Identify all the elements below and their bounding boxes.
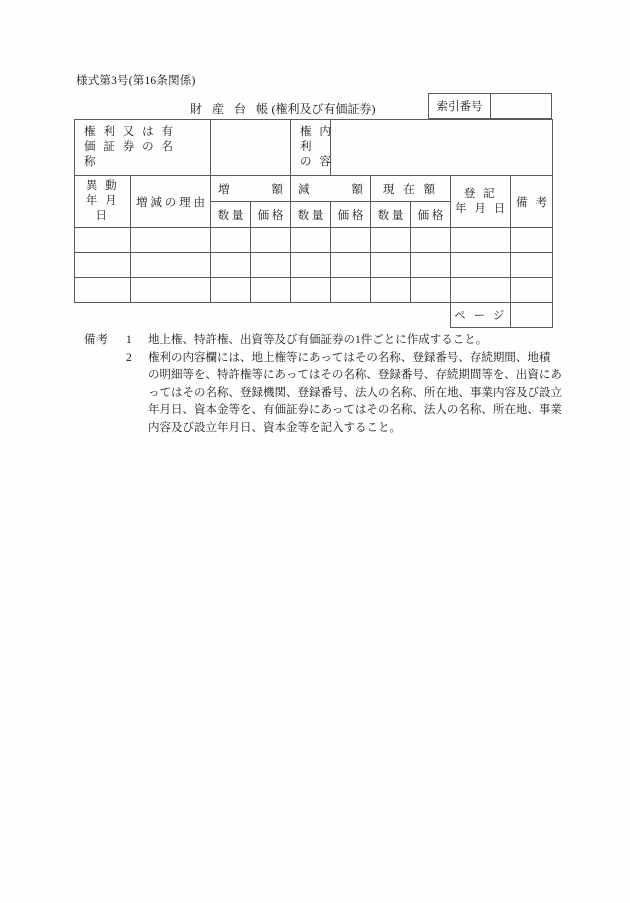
rights-name-label-line1: 権 利 又 は 有 <box>84 126 176 138</box>
header-change-date-label <box>75 176 130 227</box>
form-number: 様式第3号(第16条関係) <box>76 75 196 87</box>
cell-current-qty[interactable] <box>371 253 411 278</box>
index-number-box <box>428 93 552 119</box>
table-row <box>75 278 553 303</box>
header-current-label: 現 在 額 <box>382 183 439 196</box>
rights-content-value-cell[interactable] <box>331 120 553 176</box>
remarks-section <box>84 332 564 437</box>
remarks-item-2-text-line-4: 年月日、資本金等を、有価証券にあってはその名称、法人の名称、所在地、事業 <box>148 404 562 416</box>
cell-registration-date[interactable] <box>451 253 511 278</box>
cell-decrease-qty[interactable] <box>291 228 331 253</box>
rights-content-label-line3: の 容 <box>300 156 334 168</box>
cell-current-qty[interactable] <box>371 228 411 253</box>
cell-decrease-qty[interactable] <box>291 253 331 278</box>
rights-content-label-cell <box>291 120 334 176</box>
rights-content-label <box>291 122 334 173</box>
remarks-item-2-text-line-2: の明細等を、特許権等にあってはその名称、登録番号、存続期間等を、出資にあ <box>148 369 562 381</box>
cell-increase-qty[interactable] <box>211 228 251 253</box>
remarks-item-2-line-3 <box>84 385 564 403</box>
cell-change-date[interactable] <box>75 253 131 278</box>
index-number-value[interactable] <box>491 94 551 118</box>
rights-name-label-line3: 称 <box>84 156 98 168</box>
cell-increase-qty[interactable] <box>211 253 251 278</box>
rights-name-label-cell <box>75 120 211 176</box>
header-current-qty: 数 量 <box>371 202 411 228</box>
header-remarks-inner <box>511 194 552 210</box>
cell-current-price[interactable] <box>411 278 451 303</box>
cell-change-date[interactable] <box>75 228 131 253</box>
header-increase-left: 増 <box>218 183 230 196</box>
header-change-date-line1: 異 動 <box>85 180 120 192</box>
header-decrease-right: 額 <box>351 183 363 196</box>
header-reason-label: 増 減 の 理 由 <box>136 196 205 209</box>
header-decrease-qty: 数 量 <box>291 202 331 228</box>
property-ledger-table <box>74 119 553 328</box>
header-change-date-line3: 日 <box>95 210 110 222</box>
remarks-section-label: 備考 <box>84 334 109 346</box>
page-label: ペ ー ジ <box>451 303 511 328</box>
cell-change-date[interactable] <box>75 278 131 303</box>
cell-registration-date[interactable] <box>451 278 511 303</box>
rights-name-value-cell[interactable] <box>211 120 291 176</box>
header-registration-line2: 年 月 日 <box>455 202 508 215</box>
page-title-paren: (権利及び有価証券) <box>271 102 376 116</box>
remarks-item-1-line-1 <box>84 332 564 350</box>
remarks-item-2-line-1 <box>84 350 564 368</box>
header-registration-label <box>451 184 510 220</box>
cell-remarks[interactable] <box>511 253 553 278</box>
table-row <box>75 228 553 253</box>
header-remarks-left: 備 <box>516 196 528 209</box>
remarks-item-2-line-4 <box>84 402 564 420</box>
header-registration-date <box>451 176 511 228</box>
header-decrease-price: 価 格 <box>331 202 371 228</box>
cell-increase-qty[interactable] <box>211 278 251 303</box>
header-reason <box>131 176 211 228</box>
header-decrease-group <box>291 176 371 202</box>
remarks-item-2-text-line-1: 権利の内容欄には、地上権等にあってはその名称、登録番号、存続期間、地積 <box>148 351 551 364</box>
remarks-item-2-line-5 <box>84 420 564 438</box>
cell-decrease-price[interactable] <box>331 228 371 253</box>
remarks-item-2-text-line-5: 内容及び設立年月日、資本金等を記入すること。 <box>148 421 401 434</box>
name-and-content-row <box>75 120 553 176</box>
page-title-main: 財 産 台 帳 <box>190 102 272 116</box>
page-number-row <box>75 303 553 328</box>
rights-content-label-line2: 利 <box>300 141 314 153</box>
page-row-spacer <box>75 303 451 328</box>
page-title <box>190 100 376 117</box>
table-row <box>75 253 553 278</box>
header-decrease-group-inner <box>291 181 370 197</box>
cell-decrease-price[interactable] <box>331 278 371 303</box>
cell-increase-price[interactable] <box>251 228 291 253</box>
header-increase-group-inner <box>211 181 290 197</box>
header-change-date-line2: 年 月 <box>85 195 120 207</box>
cell-decrease-qty[interactable] <box>291 278 331 303</box>
header-current-price: 価 格 <box>411 202 451 228</box>
cell-current-price[interactable] <box>411 253 451 278</box>
cell-reason[interactable] <box>131 253 211 278</box>
cell-remarks[interactable] <box>511 228 553 253</box>
header-change-date <box>75 176 131 228</box>
rights-content-label-line1: 権 内 <box>300 126 334 138</box>
cell-remarks[interactable] <box>511 278 553 303</box>
table-header-row-1 <box>75 176 553 202</box>
remarks-item-2-number: 2 <box>126 351 132 364</box>
rights-name-label <box>75 122 210 173</box>
cell-increase-price[interactable] <box>251 253 291 278</box>
header-increase-qty: 数 量 <box>211 202 251 228</box>
remarks-item-2-text-line-3: ってはその名称、登録機関、登録番号、法人の名称、所在地、事業内容及び設立 <box>148 386 562 399</box>
cell-registration-date[interactable] <box>451 228 511 253</box>
index-number-label: 索引番号 <box>429 94 491 118</box>
header-remarks-right: 考 <box>535 196 548 209</box>
header-increase-right: 額 <box>271 183 283 196</box>
header-remarks <box>511 176 553 228</box>
cell-reason[interactable] <box>131 228 211 253</box>
cell-current-price[interactable] <box>411 228 451 253</box>
cell-increase-price[interactable] <box>251 278 291 303</box>
header-decrease-left: 減 <box>298 183 310 196</box>
header-registration-line1: 登 記 <box>463 187 498 200</box>
header-current-group <box>371 176 451 202</box>
cell-reason[interactable] <box>131 278 211 303</box>
remarks-item-2-line-2 <box>84 367 564 385</box>
remarks-item-1-number: 1 <box>126 334 132 346</box>
remarks-item-1-text-line-1: 地上権、特許権、出資等及び有価証券の1件ごとに作成すること。 <box>148 334 488 346</box>
header-increase-group <box>211 176 291 202</box>
cell-current-qty[interactable] <box>371 278 411 303</box>
page-value[interactable] <box>511 303 553 328</box>
rights-name-label-line2: 価 証 券 の 名 <box>84 141 176 153</box>
header-increase-price: 価 格 <box>251 202 291 228</box>
cell-decrease-price[interactable] <box>331 253 371 278</box>
